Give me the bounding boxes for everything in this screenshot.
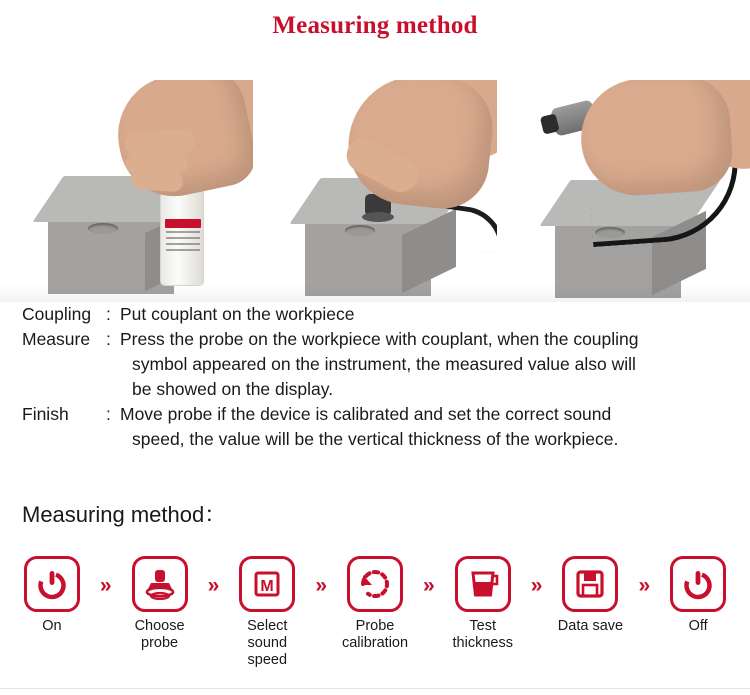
steps-list — [22, 302, 742, 452]
flow-caption: Test thickness — [452, 618, 513, 651]
flow-separator-icon: » — [638, 574, 651, 597]
photo-couplant-bottle — [0, 80, 253, 302]
step-measure-line2: symbol appeared on the instrument, the measured value also will — [132, 354, 636, 374]
step-label: Coupling — [22, 304, 92, 324]
photo-probe-pressed — [253, 80, 497, 302]
photo-probe-lifted — [497, 80, 750, 302]
step-colon: : — [106, 304, 111, 324]
flow-caption: On — [42, 618, 62, 634]
step-colon: : — [106, 329, 111, 349]
flow-separator-icon: » — [530, 574, 543, 597]
step-colon: : — [106, 404, 111, 424]
flow-caption: Probe calibration — [341, 618, 409, 651]
section-heading: Measuring method： — [22, 502, 227, 527]
floor-shadow — [253, 284, 497, 302]
flow-separator-icon: » — [99, 574, 112, 597]
power-off-icon — [670, 556, 726, 612]
step-text: Move probe if the device is calibrated and set the correct sound — [120, 404, 612, 424]
flow-caption: Select sound speed — [247, 618, 288, 668]
flow-step-on — [12, 556, 92, 635]
step-measure-line3: be showed on the display. — [132, 379, 334, 399]
flow-caption: Off — [688, 618, 708, 634]
floor-shadow — [497, 284, 750, 302]
flow-step-data-save — [551, 556, 631, 635]
choose-probe-icon — [132, 556, 188, 612]
test-thickness-icon — [455, 556, 511, 612]
step-text: Press the probe on the workpiece with couplant, when the coupling — [120, 329, 639, 349]
step-finish — [22, 402, 742, 427]
photo-strip — [0, 80, 750, 302]
flow-step-test-thickness — [443, 556, 523, 652]
step-label: Measure — [22, 329, 91, 349]
step-text: Put couplant on the workpiece — [120, 304, 355, 324]
probe-calibration-icon — [347, 556, 403, 612]
page-title: Measuring method — [272, 12, 478, 39]
flow-separator-icon: » — [423, 574, 435, 597]
data-save-icon — [562, 556, 618, 612]
measuring-step-flow — [12, 556, 738, 669]
flow-step-choose-probe — [120, 556, 200, 652]
step-measure — [22, 327, 742, 352]
step-finish-line2: speed, the value will be the vertical thickness of the workpiece. — [132, 429, 619, 449]
flow-caption: Choose probe — [134, 618, 185, 651]
flow-separator-icon: » — [315, 574, 327, 597]
power-on-icon — [24, 556, 80, 612]
step-label: Finish — [22, 404, 69, 424]
flow-step-off — [658, 556, 738, 635]
flow-separator-icon: » — [207, 574, 220, 597]
svg-text:M: M — [260, 578, 274, 595]
measure-spot — [345, 225, 375, 236]
step-coupling — [22, 302, 742, 327]
select-sound-speed-icon — [239, 556, 295, 612]
flow-caption: Data save — [557, 618, 624, 634]
footer-divider — [0, 688, 750, 689]
measure-spot — [88, 223, 118, 234]
floor-shadow — [0, 284, 253, 302]
flow-step-probe-calibration — [335, 556, 415, 652]
hand — [577, 80, 735, 199]
flow-step-select-sound-speed — [227, 556, 307, 669]
